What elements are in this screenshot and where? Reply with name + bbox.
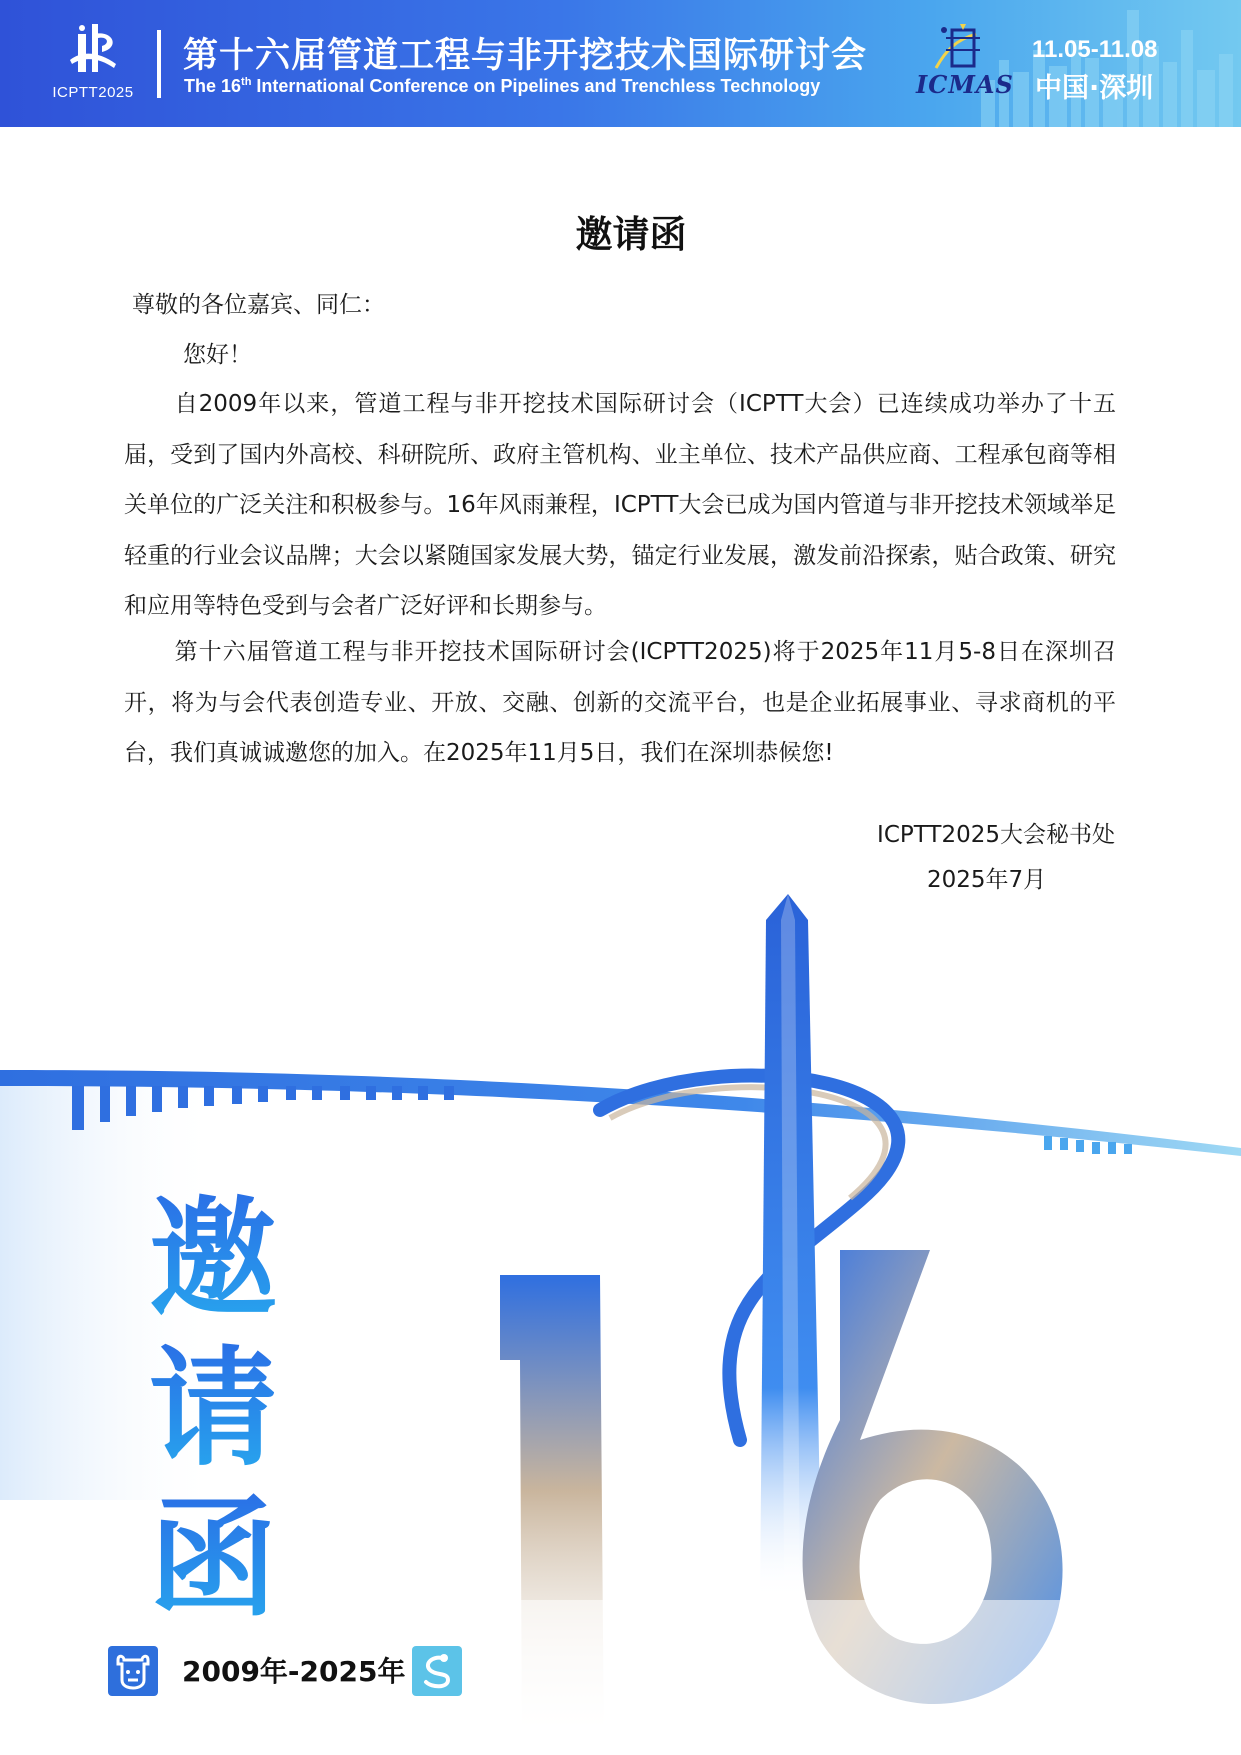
- title-en-post: International Conference on Pipelines and Trenchless Technology: [251, 76, 821, 96]
- sign-date: 2025年7月: [927, 867, 1047, 893]
- vertical-title-char-2: 请: [148, 1335, 277, 1484]
- snake-icon: [412, 1646, 462, 1696]
- header-banner: [0, 0, 1241, 127]
- conference-title-cn: 第十六届管道工程与非开挖技术国际研讨会: [183, 36, 868, 76]
- conference-title-en: [184, 76, 820, 97]
- signer: ICPTT2025大会秘书处: [877, 822, 1115, 848]
- letter-title: 邀请函: [575, 213, 687, 256]
- title-en-pre: The 16: [184, 76, 242, 96]
- banner-divider: [157, 30, 161, 98]
- icptt-logo-icon: [64, 20, 120, 78]
- icptt-logo: [38, 20, 148, 110]
- ox-icon: [108, 1646, 158, 1696]
- snake-badge: [412, 1646, 462, 1696]
- letter-paragraph-2: 第十六届管道工程与非开挖技术国际研讨会(ICPTT2025)将于2025年11月5-8日在深圳召开，将为与会代表创造专业、开放、交融、创新的交流平台，也是企业拓展事业、寻求商机的平台，我们真诚诚邀您的加入。在2025年11月5日，我们在深圳恭候您!: [124, 639, 1116, 766]
- ox-badge: [108, 1646, 158, 1696]
- logo-caption: ICPTT2025: [52, 84, 134, 101]
- icmas-logo-text: ICMAS: [916, 70, 1014, 99]
- title-en-sup: th: [241, 76, 252, 88]
- conference-dates: 11.05-11.08: [1032, 36, 1158, 63]
- conference-city: 中国·深圳: [1035, 73, 1154, 104]
- vertical-title-char-3: 函: [148, 1485, 277, 1634]
- salutation: 尊敬的各位嘉宾、同仁：: [132, 292, 385, 318]
- letter-paragraph-1: 自2009年以来，管道工程与非开挖技术国际研讨会（ICPTT大会）已连续成功举办了十五届，受到了国内外高校、科研院所、政府主管机构、业主单位、技术产品供应商、工程承包商等相关单位的广泛关注和积极参与。16年风雨兼程，ICPTT大会已成为国内管道与非开挖技术领域举足轻重的行业会议品牌；大会以紧随国家发展大势，锚定行业发展，激发前沿探索，贴合政策、研究和应用等特色受到与会者广泛好评和长期参与。: [124, 391, 1116, 619]
- years-range: 2009年-2025年: [182, 1655, 406, 1688]
- greeting: 您好！: [183, 342, 252, 368]
- vertical-title-char-1: 邀: [148, 1185, 277, 1334]
- icmas-logo: [916, 20, 1026, 100]
